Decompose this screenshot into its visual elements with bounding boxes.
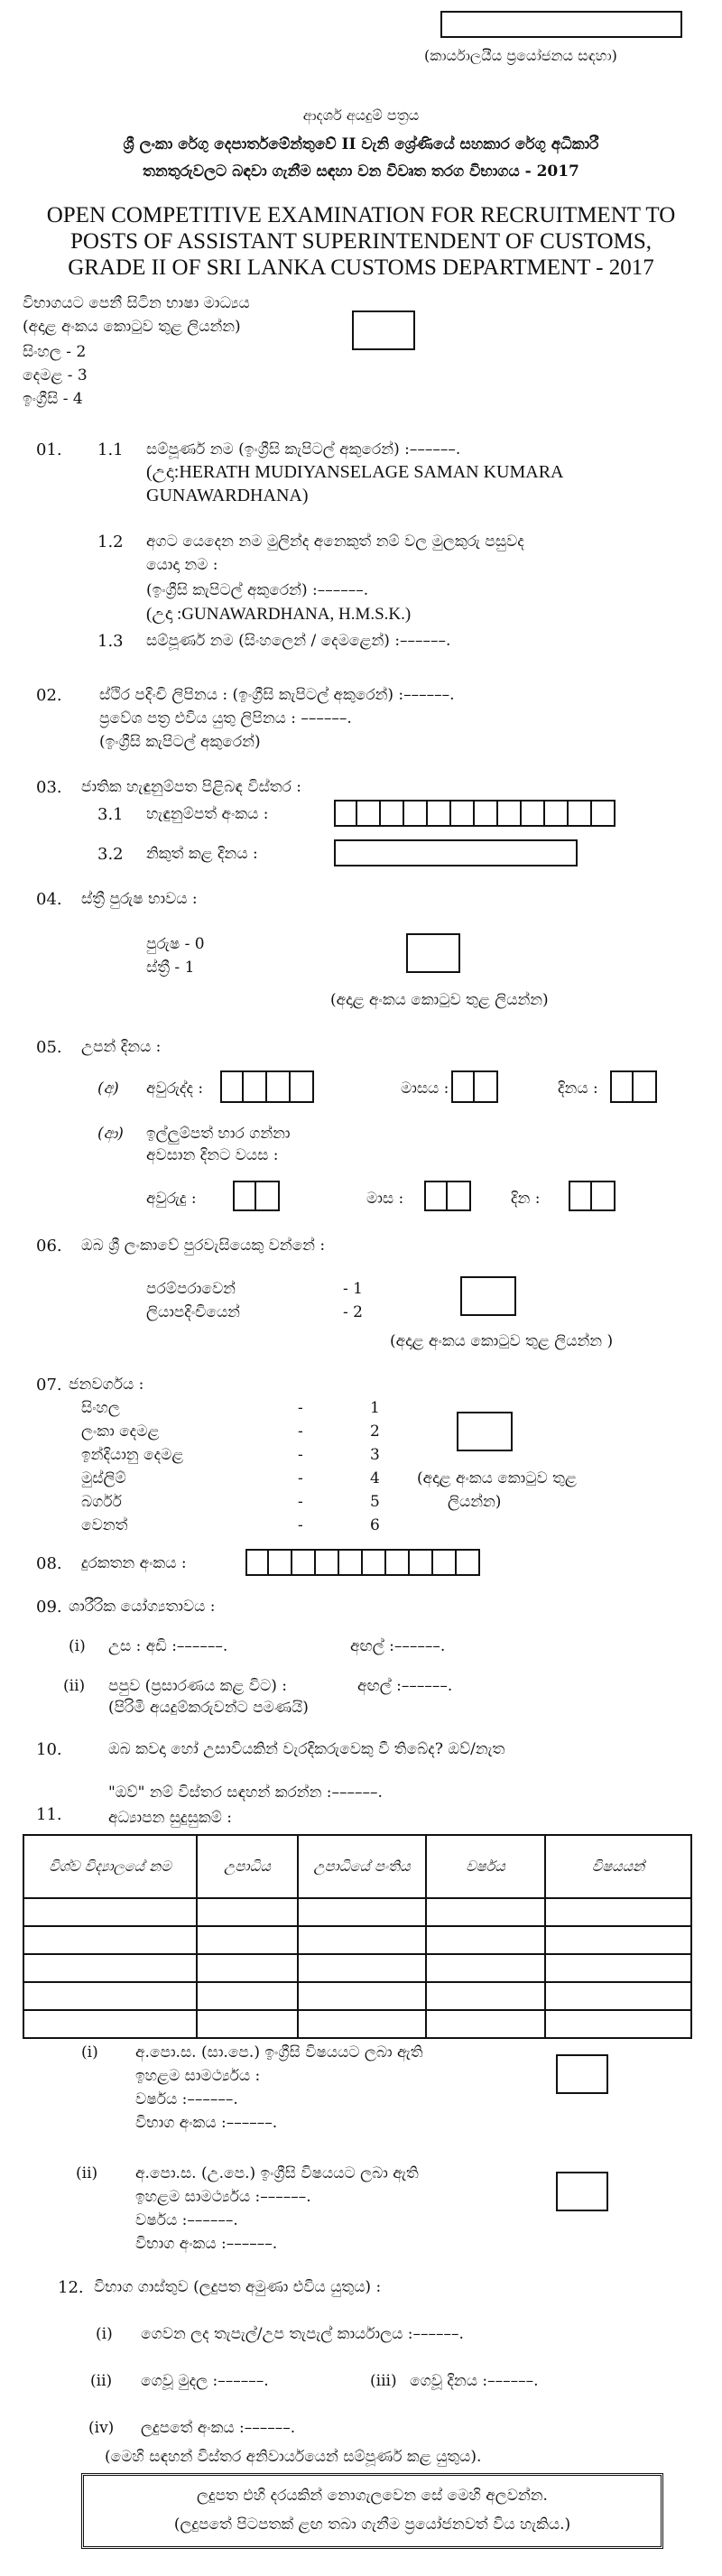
q01-3-number: 1.3 xyxy=(97,632,124,651)
age-months-cells[interactable] xyxy=(424,1181,471,1211)
al-english-index-no-field[interactable]: විභාග අංකය :––––––. xyxy=(135,2235,278,2253)
language-hint: (අදාළ අංකය කොටුව තුළ ලියන්න) xyxy=(23,318,241,336)
ethnicity-code: 6 xyxy=(370,1516,380,1534)
q02-number: 02. xyxy=(36,686,62,705)
q03-2-number: 3.2 xyxy=(97,845,124,864)
q12-number: 12. xyxy=(58,2278,84,2297)
q09-number: 09. xyxy=(36,1598,62,1617)
education-label: අධ්‍යාපන සුදුසුකම් : xyxy=(108,1809,232,1827)
chest-label: පපුව (ප්‍රසාරණය කළ විට) : xyxy=(108,1677,287,1695)
ethnicity-option: වෙනත් xyxy=(81,1516,128,1534)
nic-issue-date-box[interactable] xyxy=(334,839,578,866)
full-name-local-field[interactable]: සම්පූර්ණ නම (සිංහලෙන් / දෙමළෙන්) :––––––. xyxy=(146,632,451,650)
dob-part-a: (අ) xyxy=(97,1080,119,1098)
col-class: උපාධියේ පංතිය xyxy=(298,1835,426,1898)
model-form-label: ආදර්ශ අයදුම් පත්‍රය xyxy=(302,107,420,124)
fee-amount-index: (ii) xyxy=(90,2372,113,2390)
ethnicity-dash: - xyxy=(298,1446,303,1464)
language-option-english: ඉංග්‍රීසි - 4 xyxy=(23,390,83,408)
gender-option-male: පුරුෂ - 0 xyxy=(146,935,205,953)
dob-year-label: අවුරුද්ද : xyxy=(146,1080,204,1098)
ethnicity-option: ලංකා දෙමළ xyxy=(81,1422,160,1441)
receipt-copy-note: (ලදුපතේ පිටපතක් ළඟ තබා ගැනීම ප්‍රයෝජනවත් විය හැකිය.) xyxy=(173,2516,571,2534)
office-use-label: (කාර්යාලයීය ප්‍රයෝජනය සඳහා) xyxy=(424,47,617,64)
ethnicity-option: සිංහල xyxy=(81,1399,120,1417)
fee-date-field[interactable]: ගෙවූ දිනය :––––––. xyxy=(410,2372,539,2390)
ethnicity-option: බර්ගර් xyxy=(81,1493,122,1511)
al-english-grade-field[interactable]: ඉහළම සාමර්ථ්‍යය :––––––. xyxy=(135,2188,311,2206)
phone-number-cells[interactable] xyxy=(245,1549,480,1576)
age-part-b: (ආ) xyxy=(97,1125,124,1143)
q01-1-number: 1.1 xyxy=(97,440,124,459)
initials-name-example: (උදා :GUNAWARDHANA, H.M.S.K.) xyxy=(146,605,412,624)
language-option-sinhala: සිංහල - 2 xyxy=(23,343,87,361)
mandatory-note: (මෙහි සඳහන් විස්තර අනිවාර්යයෙන් සම්පූර්ණ කළ යුතුය). xyxy=(105,2448,482,2466)
al-english-index: (ii) xyxy=(76,2164,98,2182)
chest-inches-field[interactable]: අඟල් :––––––. xyxy=(357,1677,453,1695)
height-feet-field[interactable]: උස : අඩි :––––––. xyxy=(108,1637,228,1655)
ol-english-label-line2: ඉහළම සාමර්ථ්‍යය : xyxy=(135,2067,261,2085)
ethnicity-option: ඉන්දියානු දෙමළ xyxy=(81,1446,184,1464)
age-years-cells[interactable] xyxy=(233,1181,280,1211)
physical-fitness-label: ශාරීරික යෝග්‍යතාවය : xyxy=(69,1598,216,1616)
full-name-english-field[interactable]: සම්පූර්ණ නම (ඉංග්‍රීසි කැපිටල් අකුරෙන්) :––––––. xyxy=(146,440,461,459)
ethnicity-code: 3 xyxy=(370,1446,380,1464)
dob-month-label: මාසය : xyxy=(401,1080,449,1098)
col-year: වර්ෂය xyxy=(426,1835,545,1898)
citizenship-option-descent: පරම්පරාවෙන් xyxy=(146,1280,236,1298)
nic-issue-date-label: නිකුත් කළ දිනය : xyxy=(146,845,258,863)
ethnicity-hint-line2: ලියන්න) xyxy=(448,1493,502,1511)
conviction-question[interactable]: ඔබ කවදා හෝ උසාවියකින් වැරදිකරුවෙකු වී තිබේද? ඔව්/නැත xyxy=(108,1740,505,1758)
dob-year-cells[interactable] xyxy=(220,1070,314,1103)
height-inches-field[interactable]: අඟල් :––––––. xyxy=(350,1637,446,1655)
col-subjects: විෂයයන් xyxy=(545,1835,691,1898)
ol-english-index-no-field[interactable]: විභාග අංකය :––––––. xyxy=(135,2114,278,2132)
q03-1-number: 3.1 xyxy=(97,805,124,824)
receipt-number-index: (iv) xyxy=(88,2419,115,2437)
age-label-line2: අවසාන දිනට වයස : xyxy=(146,1146,279,1164)
q03-number: 03. xyxy=(36,778,62,797)
al-english-label-line1: අ.පො.ස. (උ.පෙ.) ඉංග්‍රීසි විෂයයට ලබා ඇති xyxy=(135,2164,419,2182)
education-table-header xyxy=(23,1835,691,1898)
citizenship-option-descent-code: - 1 xyxy=(343,1280,363,1298)
title-en-line3: GRADE II OF SRI LANKA CUSTOMS DEPARTMENT - 2017 xyxy=(68,255,654,280)
full-name-example-line1: (උදා:HERATH MUDIYANSELAGE SAMAN KUMARA xyxy=(146,462,564,482)
q08-number: 08. xyxy=(36,1554,62,1573)
table-row[interactable] xyxy=(23,1982,691,2010)
education-table xyxy=(23,1834,692,2039)
receipt-paste-instruction: ලදුපත එහි දරයකින් නොගැලවෙන සේ මෙහි අලවන්න. xyxy=(197,2487,548,2505)
gender-hint: (අදාළ අංකය කොටුව තුළ ලියන්න) xyxy=(330,991,549,1009)
chest-index: (ii) xyxy=(63,1677,86,1695)
receipt-number-field[interactable]: ලදුපතේ අංකය :––––––. xyxy=(141,2419,296,2437)
title-en-line2: POSTS OF ASSISTANT SUPERINTENDENT OF CUSTOMS, xyxy=(70,229,652,254)
permanent-address-field[interactable]: ස්ථිර පදිංචි ලිපිනය : (ඉංග්‍රීසි කැපිටල් අකුරෙන්) :––––––. xyxy=(99,686,455,704)
table-row[interactable] xyxy=(23,1898,691,1926)
ol-english-index: (i) xyxy=(81,2043,98,2062)
full-name-example-line2: GUNAWARDHANA) xyxy=(146,486,309,505)
gender-code-box[interactable] xyxy=(406,933,460,973)
conviction-details-field[interactable]: "ඔව්" නම් විස්තර සඳහන් කරන්න :––––––. xyxy=(108,1784,383,1802)
table-row[interactable] xyxy=(23,2010,691,2038)
citizenship-option-registration: ලියාපදිංචියෙන් xyxy=(146,1303,240,1321)
age-label-line1: ඉල්ලුම්පත් භාර ගන්නා xyxy=(146,1125,291,1143)
ethnicity-option: මුස්ලිම් xyxy=(81,1469,126,1487)
dob-label: උපන් දිනය : xyxy=(81,1038,162,1056)
dob-day-cells[interactable] xyxy=(610,1070,657,1103)
language-code-box[interactable] xyxy=(352,310,415,350)
ethnicity-dash: - xyxy=(298,1516,303,1534)
admission-address-hint: (ඉංග්‍රීසි කැපිටල් අකුරෙන්) xyxy=(99,733,261,751)
ethnicity-code: 2 xyxy=(370,1422,380,1441)
ol-english-year-field[interactable]: වර්ෂය :––––––. xyxy=(135,2090,238,2108)
initials-name-label-line2: යොදා නම : xyxy=(146,556,218,574)
language-label: විභාගයට පෙනී සිටින භාෂා මාධ්‍යය xyxy=(23,294,250,312)
office-use-box[interactable] xyxy=(440,11,682,38)
ethnicity-code: 1 xyxy=(370,1399,380,1417)
exam-fee-label: විභාග ගාස්තුව (ලදුපත අමුණා එවිය යුතුය) : xyxy=(94,2278,382,2296)
initials-name-field[interactable]: (ඉංග්‍රීසි කැපිටල් අකුරෙන්) :––––––. xyxy=(146,581,369,599)
ethnicity-dash: - xyxy=(298,1422,303,1441)
ethnicity-dash: - xyxy=(298,1469,303,1487)
nic-number-cells[interactable] xyxy=(334,800,616,827)
fee-amount-field[interactable]: ගෙවූ මුදල :––––––. xyxy=(141,2372,269,2390)
q01-number: 01. xyxy=(36,440,62,459)
ol-english-grade-box[interactable] xyxy=(556,2054,608,2094)
q04-number: 04. xyxy=(36,890,62,909)
gender-option-female: ස්ත්‍රී - 1 xyxy=(146,959,195,977)
title-si-line2: තනතුරුවලට බඳවා ගැනීම සඳහා වන විවෘත තරග විභාගය - 2017 xyxy=(143,162,579,181)
nic-details-label: ජාතික හැඳුනුම්පත පිළිබඳ විස්තර : xyxy=(81,778,302,796)
fee-post-office-field[interactable]: ගෙවන ලද තැපැල්/උප තැපැල් කාර්යාලය :––––––. xyxy=(141,2325,464,2343)
title-si-line1: ශ්‍රී ලංකා රේගු දෙපාර්තමේන්තුවේ II වැනි ශ්‍රේණියේ සහකාර රේගු අධිකාරී xyxy=(123,135,599,153)
dob-day-label: දිනය : xyxy=(558,1080,598,1098)
al-english-year-field[interactable]: වර්ෂය :––––––. xyxy=(135,2211,238,2229)
nic-number-label: හැඳුනුම්පත් අංකය : xyxy=(146,805,269,823)
q06-number: 06. xyxy=(36,1237,62,1256)
dob-month-cells[interactable] xyxy=(451,1070,498,1103)
ethnicity-dash: - xyxy=(298,1493,303,1511)
table-row[interactable] xyxy=(23,1954,691,1982)
receipt-paste-box[interactable] xyxy=(81,2473,663,2549)
language-option-tamil: දෙමළ - 3 xyxy=(23,366,88,385)
q10-number: 10. xyxy=(36,1740,62,1759)
age-months-label: මාස : xyxy=(366,1190,404,1208)
ethnicity-code: 4 xyxy=(370,1469,380,1487)
citizenship-option-registration-code: - 2 xyxy=(343,1303,363,1321)
q01-2-number: 1.2 xyxy=(97,533,124,551)
height-index: (i) xyxy=(69,1637,86,1655)
age-days-cells[interactable] xyxy=(569,1181,616,1211)
phone-label: දුරකතන අංකය : xyxy=(81,1554,187,1572)
ethnicity-hint-line1: (අදාළ අංකය කොටුව තුළ xyxy=(417,1469,577,1487)
citizenship-code-box[interactable] xyxy=(460,1276,516,1316)
col-degree: උපාධිය xyxy=(197,1835,298,1898)
citizenship-label: ඔබ ශ්‍රී ලංකාවේ පුරවැසියෙකු වන්නේ : xyxy=(81,1237,326,1255)
fee-date-index: (iii) xyxy=(370,2372,397,2390)
ethnicity-dash: - xyxy=(298,1399,303,1417)
ethnicity-code: 5 xyxy=(370,1493,380,1511)
initials-name-label-line1: අගට යෙදෙන නම මුලින්ද අනෙකුත් නම් වල මුලකුරු පසුවද xyxy=(146,533,524,551)
q07-number: 07. xyxy=(36,1376,62,1395)
chest-note: (පිරිමි අයදුම්කරුවන්ට පමණයි) xyxy=(108,1699,309,1717)
q05-number: 05. xyxy=(36,1038,62,1057)
admission-address-field[interactable]: ප්‍රවේශ පත්‍ර එවිය යුතු ලිපිනය : ––––––. xyxy=(99,709,352,727)
ol-english-label-line1: අ.පො.ස. (සා.පෙ.) ඉංග්‍රීසි විෂයයට ලබා ඇති xyxy=(135,2043,423,2062)
q11-number: 11. xyxy=(36,1805,62,1824)
col-university: විශ්ව විද්‍යාලයේ නම xyxy=(23,1835,197,1898)
age-years-label: අවුරුදු : xyxy=(146,1190,197,1208)
al-english-grade-box[interactable] xyxy=(556,2172,608,2211)
age-days-label: දින : xyxy=(511,1190,541,1208)
ethnicity-label: ජනවර්ගය : xyxy=(69,1376,144,1394)
table-row[interactable] xyxy=(23,1926,691,1954)
title-en-line1: OPEN COMPETITIVE EXAMINATION FOR RECRUITMENT TO xyxy=(46,203,676,227)
fee-post-office-index: (i) xyxy=(96,2325,113,2343)
ethnicity-code-box[interactable] xyxy=(457,1412,513,1451)
gender-label: ස්ත්‍රී පුරුෂ භාවය : xyxy=(81,890,198,908)
citizenship-hint: (අදාළ අංකය කොටුව තුළ ලියන්න ) xyxy=(390,1332,614,1350)
